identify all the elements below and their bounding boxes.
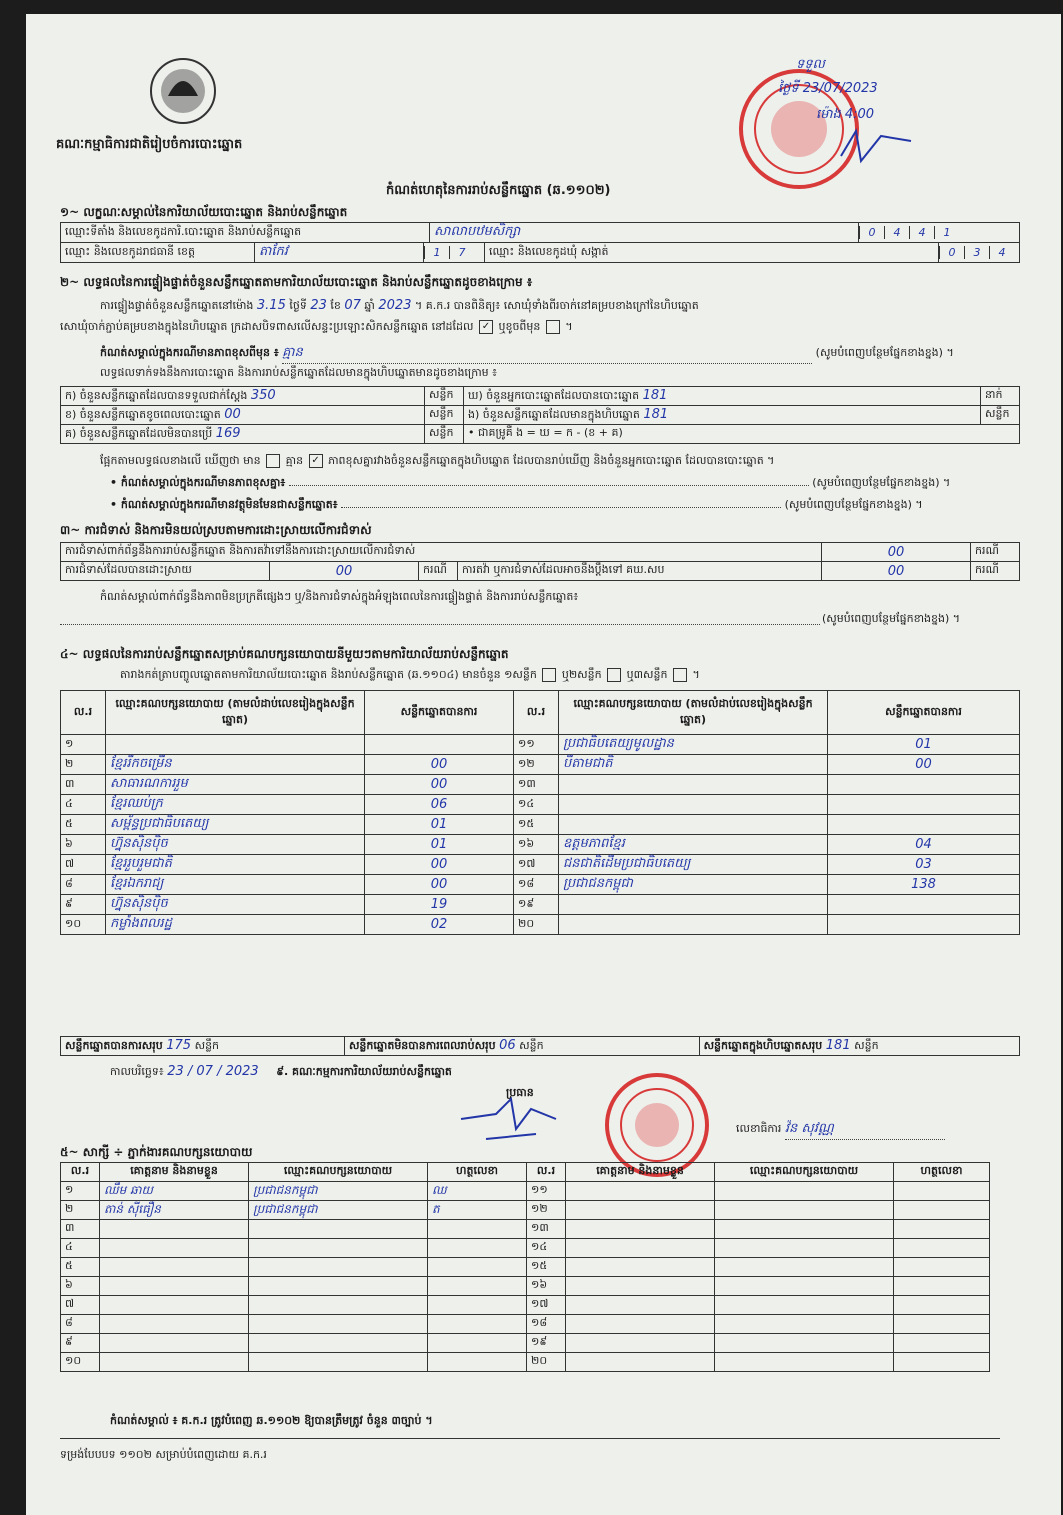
cell-no: ៦ [61,1277,100,1296]
stamp-date: ថ្ងៃទី 23/07/2023 [778,81,878,96]
cell-no: ២០ [514,915,559,935]
cell-party: ខ្មែរឈប់ក្រ [106,795,365,815]
col-no: ល.រ [514,691,559,735]
s4-results-table [60,690,1020,935]
table-row [61,735,1020,755]
cell-sign: ត [428,1201,527,1220]
signature-icon [836,126,916,166]
unit-case: ករណី [971,562,1020,581]
section1-table [60,222,1020,243]
cell-party: ប្រជាជនកម្ពុជា [559,875,828,895]
cell-no: ១៧ [527,1296,566,1315]
cell-no: ១១ [527,1182,566,1201]
cell-party: ហ្វ៊ុនស៊ិនប៉ិច [106,835,365,855]
cell-votes: 00 [365,875,514,895]
form-title: កំណត់ហេតុនៃការរាប់សន្លឹកឆ្នោត (ឆ.១១០២) [386,183,611,198]
org-name: គណៈកម្មាធិការជាតិរៀបចំការបោះឆ្នោត [56,137,243,152]
cell-no: ១៧ [514,855,559,875]
chief-label: ប្រធាន [506,1086,534,1099]
cell-no: ៨ [61,1315,100,1334]
row-a-value: 350 [250,387,276,403]
s3-row1-value: 00 [822,543,971,562]
cell-party [559,895,828,915]
cell-no: ៧ [61,1296,100,1315]
code-digit: 4 [989,246,1014,259]
table-row [61,1239,990,1258]
cell-votes: 04 [828,835,1020,855]
s2-year: 2023 [378,298,412,313]
col-name: គោត្តនាម និងនាមខ្លួន [566,1163,715,1182]
cell-no: ១៣ [527,1220,566,1239]
unit: សន្លឹក [425,387,464,406]
row-c-value: 169 [215,425,241,441]
s4-intro-text: តារាងកត់ត្រាបញ្ចូលឆ្នោតតាមការិយាល័យបោះឆ្នោត និងរាប់សន្លឹកឆ្នោត (ឆ.១១០៤) មានចំនួន ១សន្លឹក [120,668,537,681]
section2-title: ២~ លទ្ធផលនៃការផ្ទៀងផ្ទាត់ចំនួនសន្លឹកឆ្នោតតាមការិយាល័យបោះឆ្នោត និងរាប់សន្លឹកឆ្នោតដូចខាងក្រោម ៖ [60,275,533,289]
section5-title: ៥~ សាក្សី ÷ ភ្នាក់ងារគណបក្សនយោបាយ [60,1145,253,1159]
total-valid: 175 [166,1037,192,1053]
cell-no: ៤ [61,795,106,815]
cell-party: ហ្វ៊ុនស៊ិនប៉ិច [106,895,365,915]
cell-votes: 06 [365,795,514,815]
section1-table-row2 [60,242,1020,263]
cell-party: ប្រជាជនកម្ពុជា [249,1201,428,1220]
compare-rest: ភាពខុសគ្នារវាងចំនួនសន្លឹកឆ្នោតក្នុងហិបឆ្នោត ដែលបានរាប់ឃើញ និងចំនួនអ្នកបោះឆ្នោត ដែលបានបោះឆ្នោត ។ [328,454,775,467]
cell-no: ១ [61,1182,100,1201]
cell-no: ១៨ [514,875,559,895]
cell-votes: 01 [828,735,1020,755]
cell-no: ៣ [61,775,106,795]
row-b-value: 00 [224,406,241,422]
s2-line2-text: សោឃុំចាក់ភ្ជាប់គម្របខាងក្នុងនៃហិបឆ្នោត ក្រដាសបិទពាសលើសន្ទះប្រឡោះសិកសន្លឹកឆ្នោត នៅដដែល [60,320,474,333]
secretary-label: លេខាធិការ [736,1122,782,1135]
s1-province: តាកែវ [255,243,424,263]
s5-witness-table [60,1162,990,1372]
cell-sign: ឈ [428,1182,527,1201]
col-votes: សន្លឹកឆ្នោតបានការ [365,691,514,735]
cell-party [559,775,828,795]
secretary-name: វ៉ន សុវណ្ណ [785,1120,945,1140]
s4-totals [60,1036,1020,1056]
cell-party: សាធារណការរួម [106,775,365,795]
section1-title: ១~ លក្ខណៈសម្គាល់នៃការិយាល័យបោះឆ្នោត និងរាប់សន្លឹកឆ្នោត [60,205,348,219]
col-votes: សន្លឹកឆ្នោតបានការ [828,691,1020,735]
s2-bullet1 [110,476,950,492]
cell-party: ប្រជាធិបតេយ្យមូលដ្ឋាន [559,735,828,755]
cell-no: ១៤ [527,1239,566,1258]
cell-no: ១៤ [514,795,559,815]
s1-row1-label: ឈ្មោះទីតាំង និងលេខកូដការិ.បោះឆ្នោត និងរាប់សន្លឹកឆ្នោត [61,223,430,243]
table-row [61,835,1020,855]
checkbox-no-difference[interactable]: ✓ [309,454,323,468]
compare-line: ផ្អែកតាមលទ្ធផលខាងលើ ឃើញថា មាន [100,454,261,467]
table-row [61,895,1020,915]
checkbox-2-sheets[interactable] [607,668,621,682]
cell-no: ១២ [527,1201,566,1220]
col-no: ល.រ [61,1163,100,1182]
compare-none: គ្មាន [285,454,304,467]
dotted-line [289,485,809,486]
unit: សន្លឹក [519,1038,544,1052]
s2-year-label: ឆ្នាំ [364,299,375,312]
row-e-label: ង) ចំនួនសន្លឹកឆ្នោតដែលមានក្នុងហិបឆ្នោត [468,407,640,421]
cell-no: ១២ [514,755,559,775]
cell-name: តាន់ ស៊ីធឿន [100,1201,249,1220]
col-no: ល.រ [61,691,106,735]
cell-votes [828,915,1020,935]
table-row [61,775,1020,795]
committee: ៩. គណៈកម្មការការិយាល័យរាប់សន្លឹកឆ្នោត [276,1065,452,1078]
s2-month-label: ខែ [330,299,341,312]
cell-votes: 138 [828,875,1020,895]
cell-votes: 01 [365,815,514,835]
col-name: គោត្តនាម និងនាមខ្លួន [100,1163,249,1182]
table-row [61,1315,990,1334]
s4-date [110,1064,452,1081]
cell-party: ខ្មែររីកចម្រើន [106,755,365,775]
cell-no: ១០ [61,915,106,935]
s2-time: 3.15 [256,298,286,313]
stamp-received: ទទួល [796,57,825,72]
cell-no: ១១ [514,735,559,755]
cell-no: ២០ [527,1353,566,1372]
section4-title: ៤~ លទ្ធផលនៃការរាប់សន្លឹកឆ្នោតសម្រាប់គណបក្សនយោបាយនីមួយៗតាមការិយាល័យរាប់សន្លឹកឆ្នោត [60,647,509,661]
row-f-label: • ជាគម្រូគឺ ង = ឃ = ក - (ខ + គ) [464,425,1020,444]
code-digit: 0 [939,246,964,259]
col-no: ល.រ [527,1163,566,1182]
cell-party [559,795,828,815]
s2-result-intro: លទ្ធផលទាក់ទងនឹងការបោះឆ្នោត និងការរាប់សន្លឹកឆ្នោតដែលមានក្នុងហិបឆ្នោតមានដូចខាងក្រោម ៖ [100,366,497,379]
code-digit: 1 [424,246,449,259]
bullet1-text: • កំណត់សម្គាល់ក្នុងករណីមានភាពខុសគ្នា៖ [110,476,286,489]
cell-votes: 00 [365,855,514,875]
cell-no: ៥ [61,1258,100,1277]
s1-commune-label: ឈ្មោះ និងលេខកូដឃុំ សង្កាត់ [485,243,939,263]
cell-votes: 00 [365,775,514,795]
table-row [61,1353,990,1372]
s2-line2-opt: ឬខូចពីមុន [498,320,541,333]
col-sign: ហត្ថលេខា [894,1163,990,1182]
s2-line1 [100,298,1040,315]
s4-intro: តារាងកត់ត្រាបញ្ចូលឆ្នោតតាមការិយាល័យបោះឆ្នោត និងរាប់សន្លឹកឆ្នោត (ឆ.១១០៤) មានចំនួន ១សន្លឹក ឬ២សន្លឹក ឬ៣សន្លឹក ។ [120,668,700,681]
code-digit: 4 [884,226,909,239]
row-e-value: 181 [643,406,669,422]
s2-note [100,344,1040,364]
cell-party: ឧត្តមភាពខ្មែរ [559,835,828,855]
cell-votes [828,895,1020,915]
table-row [61,1182,990,1201]
s2-bullet2 [110,498,923,514]
cell-party: ខ្មែរឯករាជ្យ [106,875,365,895]
table-row [61,875,1020,895]
col-party: ឈ្មោះគណបក្សនយោបាយ (តាមលំដាប់លេខរៀងក្នុងសន្លឹកឆ្នោត) [106,691,365,735]
s1-row1-value: សាលាបឋមសិក្សា [430,223,859,243]
checkbox-has-difference[interactable] [266,454,280,468]
s3-row2b-value: 00 [822,562,971,581]
code-digit: 3 [964,246,989,259]
cell-party: សម្ព័ន្ធប្រជាធិបតេយ្យ [106,815,365,835]
s3-row2b-label: ការតវ៉ា ឬការជំទាស់ដែលអាចនឹងប្តឹងទៅ គឃ.សប [458,562,822,581]
stamp-time: ម៉ោង 4:00 [816,107,875,122]
cell-no: ៩ [61,895,106,915]
total-box: 181 [825,1037,851,1053]
s3-row1-label: ការជំទាស់ពាក់ព័ន្ធនឹងការរាប់សន្លឹកឆ្នោត និងការតវ៉ាទៅនឹងការដោះស្រាយលើការជំទាស់ [61,543,822,562]
cell-no: ៥ [61,815,106,835]
table-row [61,1201,990,1220]
table-row [61,1220,990,1239]
table-row [61,915,1020,935]
table-row [61,755,1020,775]
divider [60,1438,1000,1439]
table-row [61,1334,990,1353]
unit: សន្លឹក [425,425,464,444]
cell-no: ១៥ [514,815,559,835]
cell-party [559,815,828,835]
cell-no: ២ [61,1201,100,1220]
s2-fill-note: (សូមបំពេញបន្ថែមផ្នែកខាងខ្នង) ។ [815,346,954,359]
s2-line1-rest: ។ គ.ក.រ បានពិនិត្យ៖ សោឃុំទាំងពីរចាក់នៅគម្របខាងក្រៅនៃហិបឆ្នោត [414,299,699,312]
table-row [61,1277,990,1296]
table-row [61,795,1020,815]
code-digit: 7 [449,246,474,259]
table-row [61,1296,990,1315]
s2-day: 23 [310,298,327,313]
cell-no: ៣ [61,1220,100,1239]
s3-table [60,542,1020,581]
cell-no: ៩ [61,1334,100,1353]
table-row [61,1258,990,1277]
unit: នាក់ [981,387,1020,406]
cell-no: ១៨ [527,1315,566,1334]
cell-party: ប្រជាជនកម្ពុជា [249,1182,428,1201]
date-value: 23 / 07 / 2023 [167,1064,259,1079]
s1-commune-code [939,243,1020,263]
cell-votes: 19 [365,895,514,915]
checkbox-3-sheets[interactable] [673,668,687,682]
s5-bottom: ទម្រង់បែបបទ ១១០២ សម្រាប់បំពេញដោយ គ.ក.រ [60,1448,267,1461]
cell-no: ១៣ [514,775,559,795]
s2-line1-label: ការផ្ទៀងផ្ទាត់ចំនួនសន្លឹកឆ្នោតនៅម៉ោង [100,299,254,312]
code-digit: 1 [934,226,959,239]
s2-month: 07 [344,298,361,313]
cell-party: ជនជាតិដើមប្រជាធិបតេយ្យ [559,855,828,875]
cell-votes: 02 [365,915,514,935]
secretary [736,1120,945,1140]
s2-compare [100,454,1040,470]
s5-footnote: កំណត់សម្គាល់ ៖ គ.ក.រ ត្រូវបំពេញ ឆ.១១០២ ឱ្យបានត្រឹមត្រូវ ចំនួន ៣ច្បាប់ ។ [110,1414,433,1427]
cell-votes: 03 [828,855,1020,875]
fill-note: (សូមបំពេញបន្ថែមផ្នែកខាងខ្នង) ។ [784,498,923,511]
s2-note-value: គ្មាន [282,344,812,364]
s4-opt3: ឬ៣សន្លឹក [626,668,668,681]
date-label: កាលបរិច្ឆេទ៖ [110,1065,164,1078]
cell-party: កម្លាំងពលរដ្ឋ [106,915,365,935]
row-d-value: 181 [642,387,668,403]
cell-votes [365,735,514,755]
code-digit: 0 [859,226,884,239]
s2-day-label: ថ្ងៃទី [289,299,307,312]
cell-party: បីតាមជាតិ [559,755,828,775]
s2-note-label: កំណត់សម្គាល់ក្នុងករណីមានភាពខុសពីមុន ៖ [100,346,279,359]
dotted-line [341,507,781,508]
cell-no: ៨ [61,875,106,895]
total-valid-label: សន្លឹកឆ្នោតបានការសរុប [65,1038,163,1052]
unit-case: ករណី [419,562,458,581]
document-sheet [26,14,1061,1515]
cell-votes [828,775,1020,795]
col-party: ឈ្មោះគណបក្សនយោបាយ [249,1163,428,1182]
s1-province-code [424,243,485,263]
cell-no: ១៦ [527,1277,566,1296]
code-digit: 4 [909,226,934,239]
total-invalid: 06 [499,1037,516,1053]
nec-emblem-icon [148,56,218,126]
cell-votes: 01 [365,835,514,855]
col-sign: ហត្ថលេខា [428,1163,527,1182]
cell-votes [828,815,1020,835]
cell-votes [828,795,1020,815]
cell-no: ១០ [61,1353,100,1372]
s3-row2-label: ការជំទាស់ដែលបានដោះស្រាយ [61,562,270,581]
row-a-label: ក) ចំនួនសន្លឹកឆ្នោតដែលបានទទួលជាក់ស្តែង [65,388,248,402]
unit-case: ករណី [971,543,1020,562]
s4-opt2: ឬ២សន្លឹក [561,668,602,681]
s1-row1-code [859,223,1020,243]
s3-fill-note: (សូមបំពេញបន្ថែមផ្នែកខាងខ្នង) ។ [822,612,961,625]
cell-party: ខ្មែររួបរួមជាតិ [106,855,365,875]
unit: សន្លឹក [854,1038,879,1052]
cell-party [559,915,828,935]
cell-no: ១៦ [514,835,559,855]
s3-row2-value: 00 [270,562,419,581]
chief-signature-icon [456,1094,566,1154]
cell-no: ៦ [61,835,106,855]
total-box-label: សន្លឹកឆ្នោតក្នុងហិបឆ្នោតសរុប [703,1038,823,1052]
cell-name: ឈឹម ឆាយ [100,1182,249,1201]
row-d-label: ឃ) ចំនួនអ្នកបោះឆ្នោតដែលបានបោះឆ្នោត [468,388,640,402]
unit: សន្លឹក [981,406,1020,425]
bullet2-text: • កំណត់សម្គាល់ក្នុងករណីមានវត្ថុមិនមែនជាសន្លឹកឆ្នោត៖ [110,498,338,511]
cell-no: ១៥ [527,1258,566,1277]
s3-note: កំណត់សម្គាល់ពាក់ព័ន្ធនឹងភាពមិនប្រក្រតីផ្សេងៗ ឬ/និងការជំទាស់ក្នុងអំឡុងពេលនៃការផ្ទៀងផ្ទាត់ និងការរាប់សន្លឹកឆ្នោត៖ [100,590,579,603]
cell-party [106,735,365,755]
checkbox-1-sheet[interactable] [542,668,556,682]
checkbox-damaged[interactable] [546,320,560,334]
cell-no: ៤ [61,1239,100,1258]
table-row [61,855,1020,875]
section3-title: ៣~ ការជំទាស់ និងការមិនយល់ស្របតាមការដោះស្រាយលើការជំទាស់ [60,523,372,537]
row-b-label: ខ) ចំនួនសន្លឹកឆ្នោតខូចពេលបោះឆ្នោត [65,407,221,421]
cell-no: ២ [61,755,106,775]
cell-votes: 00 [365,755,514,775]
s2-result-table [60,386,1020,444]
unit: សន្លឹក [425,406,464,425]
total-invalid-label: សន្លឹកឆ្នោតមិនបានការពេលរាប់សរុប [348,1038,496,1052]
cell-votes: 00 [828,755,1020,775]
cell-no: ៧ [61,855,106,875]
cell-no: ១៩ [527,1334,566,1353]
col-party: ឈ្មោះគណបក្សនយោបាយ (តាមលំដាប់លេខរៀងក្នុងសន្លឹកឆ្នោត) [559,691,828,735]
cell-no: ១៩ [514,895,559,915]
unit: សន្លឹក [194,1038,220,1052]
cell-no: ១ [61,735,106,755]
col-party: ឈ្មោះគណបក្សនយោបាយ [715,1163,894,1182]
table-row [61,815,1020,835]
dotted-line [60,624,820,625]
s1-row2-label: ឈ្មោះ និងលេខកូដរាជធានី ខេត្ត [61,243,255,263]
row-c-label: គ) ចំនួនសន្លឹកឆ្នោតដែលមិនបានប្រើ [65,426,213,440]
checkbox-intact[interactable]: ✓ [479,320,493,334]
fill-note: (សូមបំពេញបន្ថែមផ្នែកខាងខ្នង) ។ [812,476,951,489]
s2-line2: សោឃុំចាក់ភ្ជាប់គម្របខាងក្នុងនៃហិបឆ្នោត ក្រដាសបិទពាសលើសន្ទះប្រឡោះសិកសន្លឹកឆ្នោត នៅដដែល ✓ ឬខូចពីមុន ។ [60,320,573,333]
